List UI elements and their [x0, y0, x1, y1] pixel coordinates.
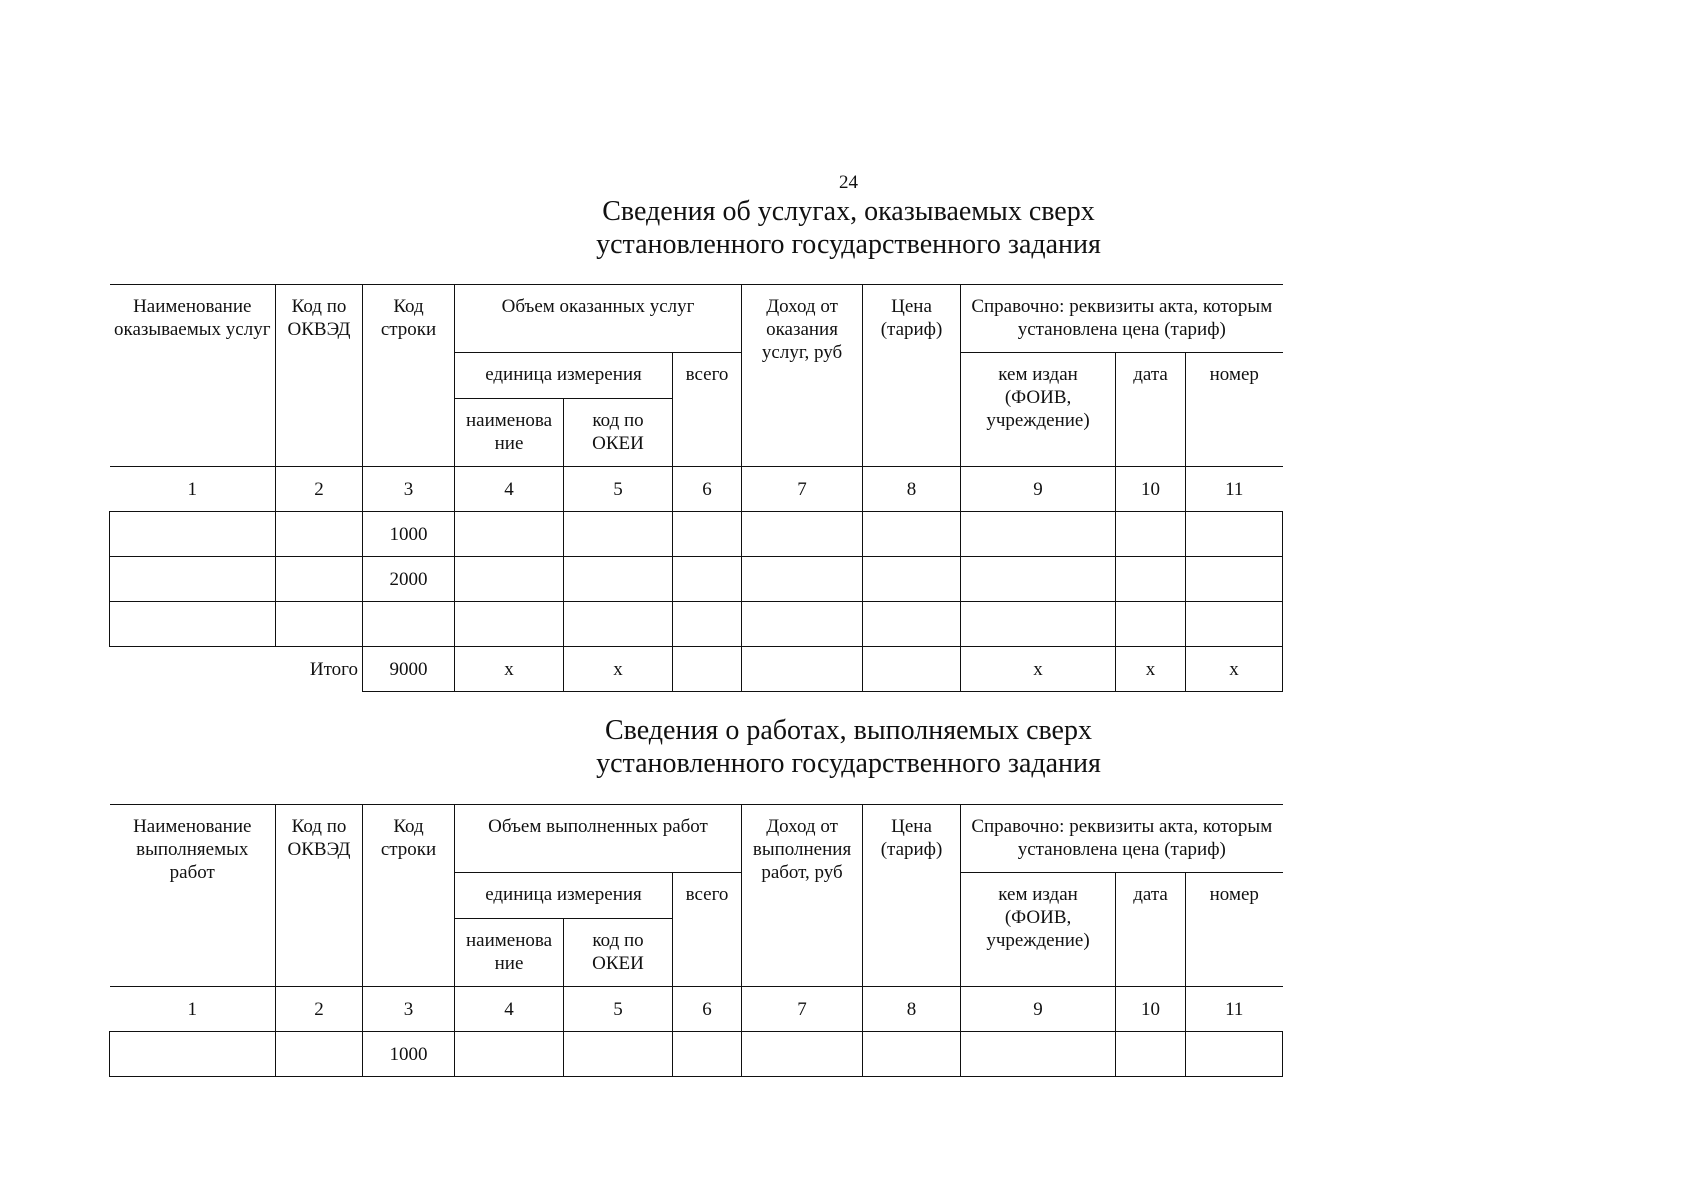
total-cell: x [455, 647, 564, 692]
header-number: номер [1186, 873, 1283, 987]
header-date: дата [1116, 353, 1186, 467]
total-cell: 9000 [363, 647, 455, 692]
table-cell[interactable] [1186, 557, 1283, 602]
table-cell: 2000 [363, 557, 455, 602]
table-cell[interactable] [742, 512, 863, 557]
column-number: 11 [1186, 467, 1283, 512]
table-cell[interactable] [455, 512, 564, 557]
column-number: 1 [110, 987, 276, 1032]
section-title-line: Сведения о работах, выполняемых сверх [605, 715, 1092, 746]
header-volume: Объем выполненных работ [455, 805, 742, 873]
column-number: 7 [742, 987, 863, 1032]
column-number: 3 [363, 987, 455, 1032]
table-row [110, 512, 1283, 557]
total-row [110, 647, 1283, 692]
header-row-code: Код строки [363, 285, 455, 467]
header-income: Доход от оказания услуг, руб [742, 285, 863, 467]
table-cell[interactable] [673, 557, 742, 602]
table-cell[interactable] [455, 1032, 564, 1077]
header-total: всего [673, 353, 742, 467]
header-name: Наименование оказываемых услуг [110, 285, 276, 467]
table-cell[interactable] [110, 512, 276, 557]
total-cell: x [961, 647, 1116, 692]
section-title-line: Сведения об услугах, оказываемых сверх [602, 196, 1095, 227]
table-cell[interactable] [1116, 1032, 1186, 1077]
column-number-row [110, 987, 1283, 1032]
section-title-line: установленного государственного задания [596, 229, 1101, 260]
table-cell[interactable] [276, 602, 363, 647]
column-number: 7 [742, 467, 863, 512]
table-cell[interactable] [742, 1032, 863, 1077]
header-date: дата [1116, 873, 1186, 987]
column-number: 11 [1186, 987, 1283, 1032]
column-number: 10 [1116, 467, 1186, 512]
section-title-services [0, 195, 1697, 261]
header-unit-name: наименова ние [455, 399, 564, 467]
table-cell: 1000 [363, 512, 455, 557]
header-reference: Справочно: реквизиты акта, которым установлена цена (тариф) [961, 285, 1283, 353]
section-title-works [0, 714, 1697, 780]
column-number: 10 [1116, 987, 1186, 1032]
total-label: Итого [110, 647, 363, 692]
total-cell: x [1116, 647, 1186, 692]
table-cell[interactable] [564, 1032, 673, 1077]
table-row [110, 1032, 1283, 1077]
table-cell[interactable] [961, 512, 1116, 557]
total-cell[interactable] [673, 647, 742, 692]
table-cell[interactable] [564, 557, 673, 602]
header-price: Цена (тариф) [863, 805, 961, 987]
table-row [110, 602, 1283, 647]
column-number: 2 [276, 467, 363, 512]
section-title-line: установленного государственного задания [596, 748, 1101, 779]
column-number: 5 [564, 987, 673, 1032]
header-unit: единица измерения [455, 353, 673, 399]
table-cell[interactable] [673, 602, 742, 647]
works-table [109, 804, 1283, 1077]
total-cell[interactable] [863, 647, 961, 692]
page-number: 24 [839, 172, 858, 193]
column-number: 1 [110, 467, 276, 512]
table-cell[interactable] [276, 557, 363, 602]
table-cell[interactable] [455, 557, 564, 602]
total-cell: x [564, 647, 673, 692]
table-cell[interactable] [742, 602, 863, 647]
header-number: номер [1186, 353, 1283, 467]
header-total: всего [673, 873, 742, 987]
table-cell[interactable] [673, 1032, 742, 1077]
table-cell[interactable] [110, 602, 276, 647]
header-volume: Объем оказанных услуг [455, 285, 742, 353]
table-cell[interactable] [1186, 602, 1283, 647]
column-number: 9 [961, 467, 1116, 512]
header-unit: единица измерения [455, 873, 673, 919]
column-number: 6 [673, 467, 742, 512]
table-cell: 1000 [363, 1032, 455, 1077]
table-cell[interactable] [1116, 512, 1186, 557]
table-cell[interactable] [863, 557, 961, 602]
header-row-code: Код строки [363, 805, 455, 987]
header-issued-by: кем издан (ФОИВ, учреждение) [961, 353, 1116, 467]
table-cell[interactable] [1116, 602, 1186, 647]
header-okved: Код по ОКВЭД [276, 805, 363, 987]
header-unit-okei: код по ОКЕИ [564, 399, 673, 467]
column-number: 8 [863, 467, 961, 512]
table-cell[interactable] [863, 1032, 961, 1077]
table-cell[interactable] [276, 1032, 363, 1077]
table-cell[interactable] [564, 602, 673, 647]
table-cell[interactable] [110, 557, 276, 602]
column-number: 4 [455, 467, 564, 512]
header-issued-by: кем издан (ФОИВ, учреждение) [961, 873, 1116, 987]
column-number: 2 [276, 987, 363, 1032]
column-number-row [110, 467, 1283, 512]
table-cell[interactable] [961, 602, 1116, 647]
table-cell[interactable] [1186, 1032, 1283, 1077]
header-income: Доход от выполнения работ, руб [742, 805, 863, 987]
header-name: Наименование выполняемых работ [110, 805, 276, 987]
table-cell[interactable] [564, 512, 673, 557]
column-number: 6 [673, 987, 742, 1032]
header-unit-okei: код по ОКЕИ [564, 919, 673, 987]
table-cell[interactable] [363, 602, 455, 647]
table-cell[interactable] [742, 557, 863, 602]
table-cell[interactable] [1186, 512, 1283, 557]
table-cell[interactable] [455, 602, 564, 647]
header-unit-name: наименова ние [455, 919, 564, 987]
total-cell: x [1186, 647, 1283, 692]
table-cell[interactable] [961, 557, 1116, 602]
total-cell[interactable] [742, 647, 863, 692]
header-okved: Код по ОКВЭД [276, 285, 363, 467]
table-cell[interactable] [110, 1032, 276, 1077]
header-price: Цена (тариф) [863, 285, 961, 467]
column-number: 8 [863, 987, 961, 1032]
table-cell[interactable] [961, 1032, 1116, 1077]
column-number: 9 [961, 987, 1116, 1032]
column-number: 4 [455, 987, 564, 1032]
table-cell[interactable] [863, 602, 961, 647]
services-table [109, 284, 1283, 692]
column-number: 5 [564, 467, 673, 512]
header-reference: Справочно: реквизиты акта, которым установлена цена (тариф) [961, 805, 1283, 873]
table-cell[interactable] [276, 512, 363, 557]
table-cell[interactable] [673, 512, 742, 557]
column-number: 3 [363, 467, 455, 512]
table-cell[interactable] [863, 512, 961, 557]
table-cell[interactable] [1116, 557, 1186, 602]
table-row [110, 557, 1283, 602]
